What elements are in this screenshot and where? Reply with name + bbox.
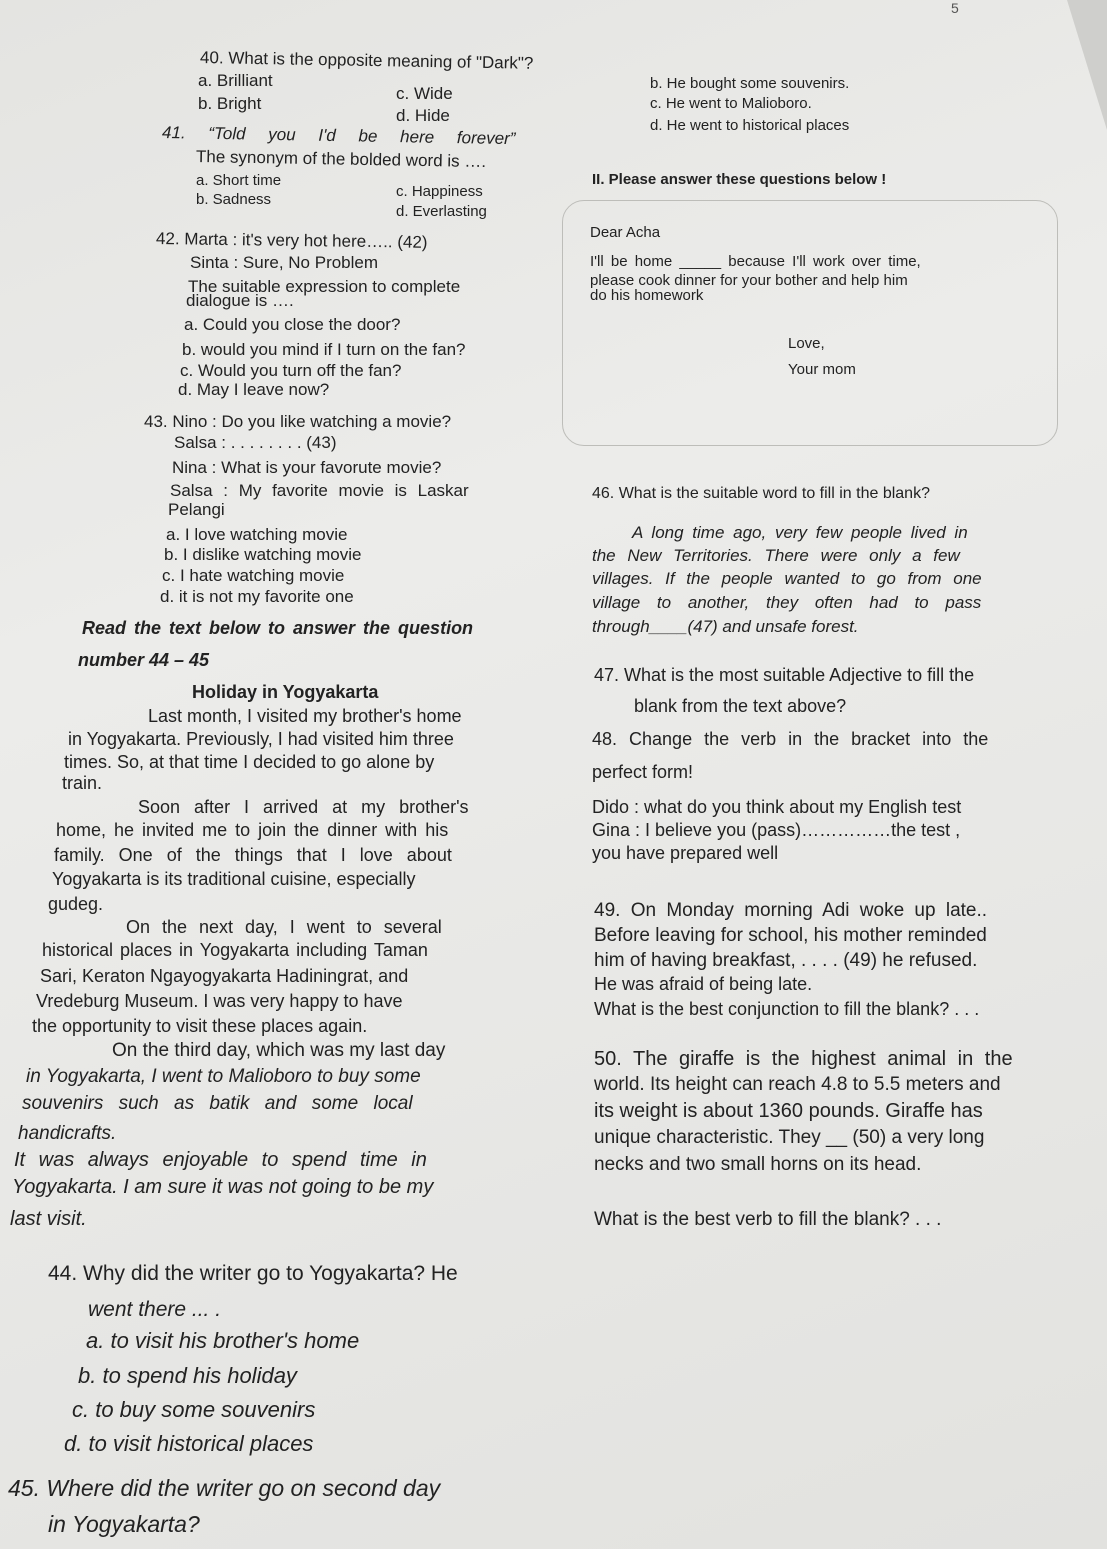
reading-line: gudeg. <box>48 894 104 914</box>
q47-line-2: blank from the text above? <box>634 696 847 716</box>
q44-option-b: b. to spend his holiday <box>78 1363 297 1388</box>
reading-line: handicrafts. <box>18 1123 117 1144</box>
q40-option-b: b. Bright <box>198 94 262 113</box>
q41-stem: The synonym of the bolded word is …. <box>195 147 487 172</box>
letter-closing: Love, <box>788 335 825 352</box>
q43-line-3: Nina : What is your favorute movie? <box>172 458 442 477</box>
q42-line-2: Sinta : Sure, No Problem <box>190 253 379 272</box>
letter-line-1: I'll be home _____ because I'll work over time, <box>590 253 921 270</box>
page-number: 5 <box>951 0 959 16</box>
reading-line: It was always enjoyable to spend time in <box>14 1149 427 1171</box>
letter-line-3: do his homework <box>590 287 704 304</box>
reading-line: Last month, I visited my brother's home <box>148 706 462 726</box>
page-fold <box>1067 0 1107 130</box>
q50-line-2: world. Its height can reach 4.8 to 5.5 meters and <box>594 1074 1001 1095</box>
q49-line-3: him of having breakfast, . . . . (49) he refused. <box>594 950 978 971</box>
letter-line-2: please cook dinner for your bother and help him <box>590 272 908 289</box>
q41-option-c: c. Happiness <box>396 183 483 200</box>
reading-line: last visit. <box>10 1208 87 1230</box>
q40-option-d: d. Hide <box>396 106 450 125</box>
q43-line-4: Salsa : My favorite movie is Laskar <box>170 481 469 500</box>
q43-line-2: Salsa : . . . . . . . . (43) <box>174 433 337 452</box>
q41-quote: 41. “Told you I'd be here forever” <box>161 123 516 149</box>
q43-option-c: c. I hate watching movie <box>162 566 345 585</box>
q46-stem: 46. What is the suitable word to fill in the blank? <box>592 485 930 502</box>
q49-line-5: What is the best conjunction to fill the blank? . . . <box>594 999 980 1019</box>
q49-line-4: He was afraid of being late. <box>594 974 813 994</box>
q42-option-a: a. Could you close the door? <box>184 315 401 334</box>
q50-line-4: unique characteristic. They __ (50) a very long <box>594 1127 985 1148</box>
q45-line-1: 45. Where did the writer go on second day <box>8 1475 441 1501</box>
q50-line-6: What is the best verb to fill the blank? . . . <box>594 1209 942 1230</box>
q50-line-5: necks and two small horns on its head. <box>594 1154 922 1175</box>
section-2-title: II. Please answer these questions below ! <box>592 171 887 188</box>
q41-option-d: d. Everlasting <box>396 203 487 220</box>
q39-option-d: d. He went to historical places <box>650 117 850 134</box>
q47-line-1: 47. What is the most suitable Adjective to fill the <box>594 665 975 685</box>
reading-line: souvenirs such as batik and some local <box>22 1093 413 1114</box>
q48-line-5: you have prepared well <box>592 843 779 863</box>
q48-line-1: 48. Change the verb in the bracket into the <box>592 729 989 749</box>
reading-line: historical places in Yogyakarta including Taman <box>42 940 428 960</box>
q42-option-d: d. May I leave now? <box>178 380 330 399</box>
q50-line-1: 50. The giraffe is the highest animal in the <box>594 1048 1013 1070</box>
q48-line-2: perfect form! <box>592 762 694 782</box>
reading-line: Yogyakarta. I am sure it was not going to be my <box>12 1176 434 1198</box>
q50-line-3: its weight is about 1360 pounds. Giraffe has <box>594 1100 983 1122</box>
q40-option-c: c. Wide <box>396 84 453 103</box>
q44-option-a: a. to visit his brother's home <box>86 1328 360 1353</box>
q39-option-c: c. He went to Malioboro. <box>650 95 812 112</box>
q46-passage-line: A long time ago, very few people lived in <box>632 523 968 542</box>
q46-passage-line: villages. If the people wanted to go from one <box>592 569 982 588</box>
reading-line: train. <box>62 773 103 793</box>
q42-line-4: dialogue is …. <box>186 291 294 310</box>
q46-passage-line: the New Territories. There were only a few <box>592 546 960 565</box>
reading-line: the opportunity to visit these places again. <box>32 1016 368 1036</box>
q43-line-5: Pelangi <box>168 500 225 519</box>
reading-line: Vredeburg Museum. I was very happy to have <box>36 991 403 1011</box>
q46-passage-line: village to another, they often had to pass <box>592 593 982 612</box>
reading-line: Yogyakarta is its traditional cuisine, especially <box>52 869 416 889</box>
q44-line-1: 44. Why did the writer go to Yogyakarta? He <box>48 1262 458 1285</box>
q45-line-2: in Yogyakarta? <box>48 1511 200 1537</box>
q49-line-2: Before leaving for school, his mother reminded <box>594 925 987 946</box>
q40-option-a: a. Brilliant <box>198 71 273 90</box>
q48-line-4: Gina : I believe you (pass)……………the test , <box>592 820 961 840</box>
q42-line-3-text: The suitable expression to complete <box>188 277 461 296</box>
q44-option-c: c. to buy some souvenirs <box>72 1397 316 1422</box>
q46-passage-line: through____(47) and unsafe forest. <box>592 617 859 636</box>
q41-option-b: b. Sadness <box>196 191 272 208</box>
reading-title: Holiday in Yogyakarta <box>192 682 379 702</box>
reading-line: Sari, Keraton Ngayogyakarta Hadiningrat, and <box>40 966 409 986</box>
q44-option-d: d. to visit historical places <box>64 1431 314 1456</box>
reading-line: home, he invited me to join the dinner with his <box>56 820 449 840</box>
q43-option-d: d. it is not my favorite one <box>160 587 354 606</box>
q42-option-c: c. Would you turn off the fan? <box>180 361 402 380</box>
reading-line: On the third day, which was my last day <box>112 1040 446 1061</box>
q43-option-a: a. I love watching movie <box>166 525 348 544</box>
reading-line: in Yogyakarta. Previously, I had visited him three <box>68 729 454 749</box>
q48-line-3: Dido : what do you think about my English test <box>592 797 962 817</box>
reading-line: family. One of the things that I love about <box>54 845 452 865</box>
q39-option-b: b. He bought some souvenirs. <box>650 75 850 92</box>
reading-line: On the next day, I went to several <box>126 917 442 937</box>
q43-option-b: b. I dislike watching movie <box>164 545 362 564</box>
q43-line-1: 43. Nino : Do you like watching a movie? <box>144 412 452 431</box>
letter-signature: Your mom <box>788 361 856 378</box>
q42-option-b: b. would you mind if I turn on the fan? <box>182 340 466 359</box>
q41-option-a: a. Short time <box>196 172 282 189</box>
q40-stem: 40. What is the opposite meaning of "Dark"? <box>199 48 534 73</box>
reading-line: times. So, at that time I decided to go alone by <box>64 752 435 772</box>
q44-line-2: went there ... . <box>88 1298 222 1321</box>
read-instruction-line-2: number 44 – 45 <box>78 650 210 670</box>
read-instruction-line-1: Read the text below to answer the question <box>82 618 474 638</box>
letter-greeting: Dear Acha <box>590 224 661 241</box>
q49-line-1: 49. On Monday morning Adi woke up late.. <box>594 900 988 921</box>
reading-line: Soon after I arrived at my brother's <box>138 797 469 817</box>
reading-line: in Yogyakarta, I went to Malioboro to buy some <box>26 1066 421 1087</box>
q42-line-1: 42. Marta : it's very hot here….. (42) <box>155 229 428 252</box>
